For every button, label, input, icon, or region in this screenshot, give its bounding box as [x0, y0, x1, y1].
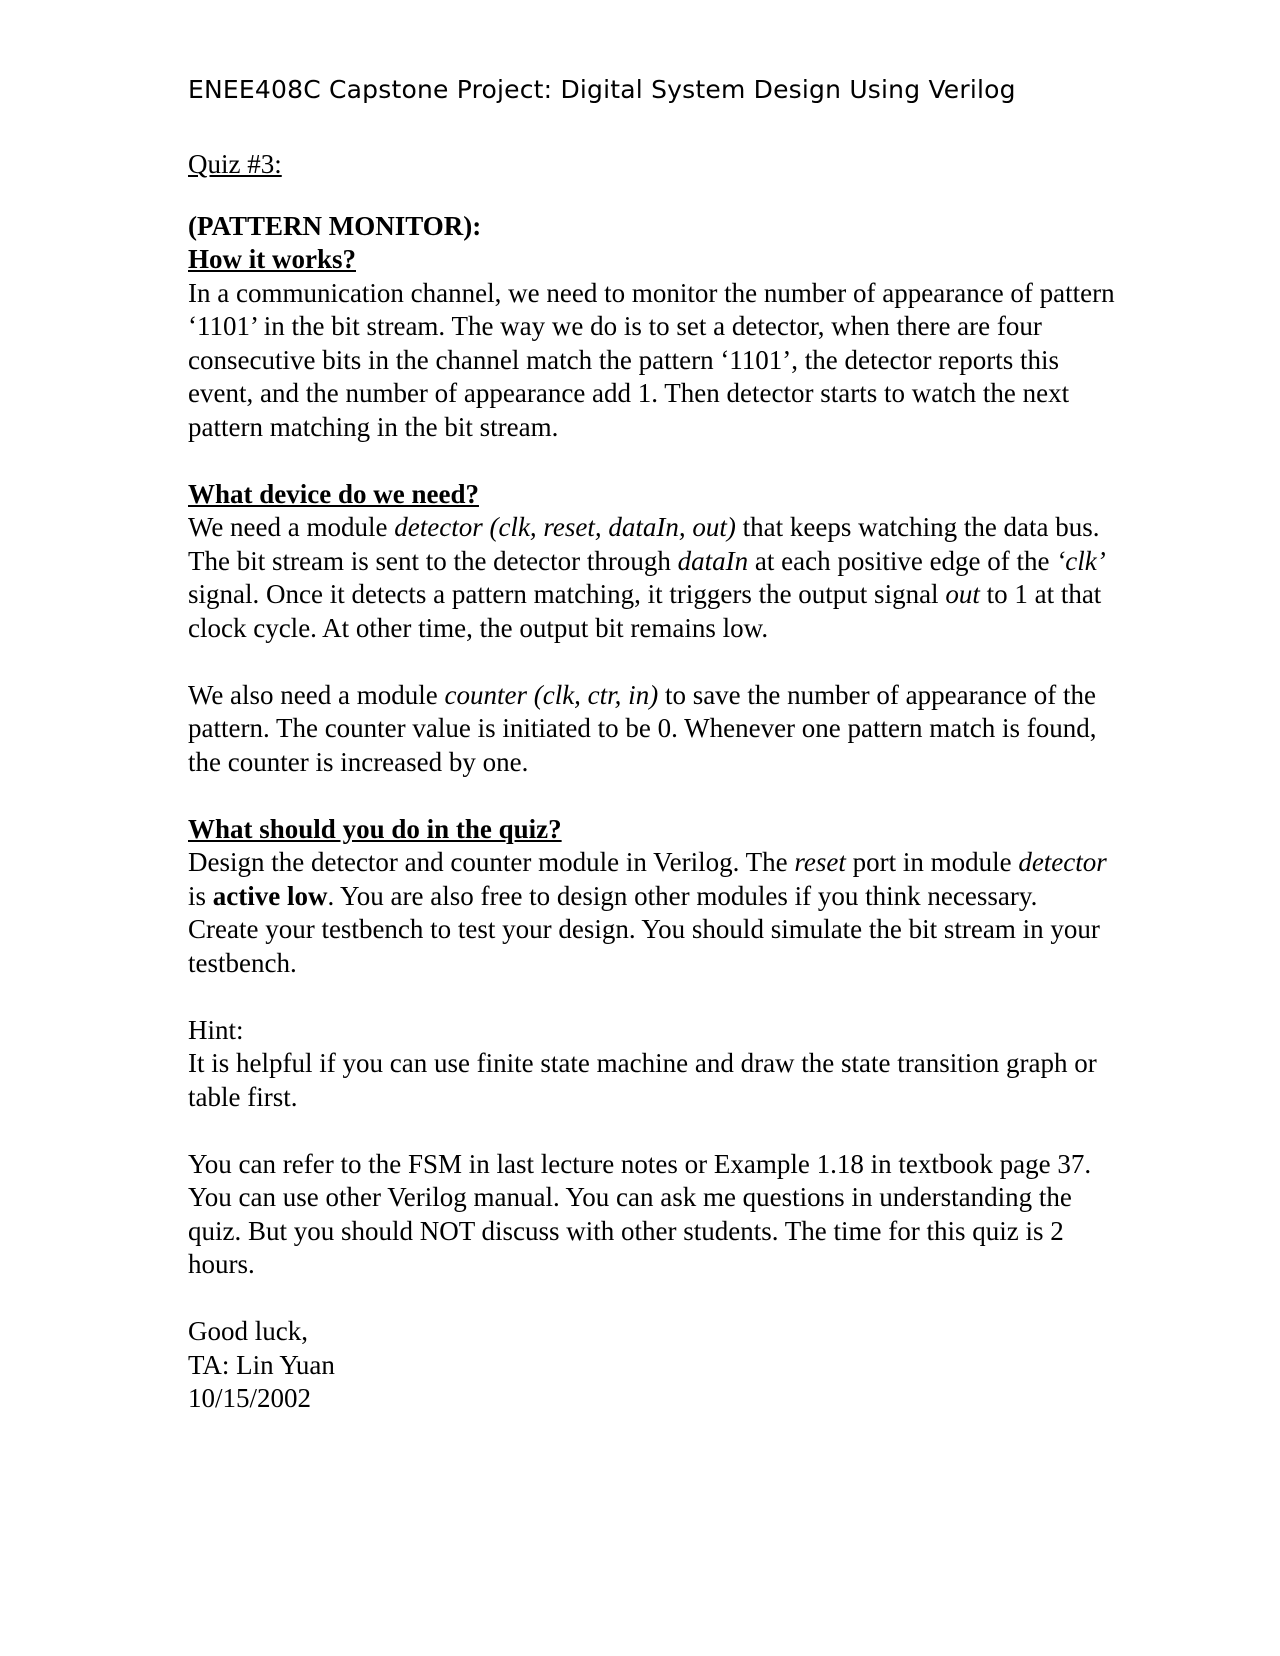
paragraph-how-it-works: In a communication channel, we need to monitor the number of appearance of pattern ‘1101’ in the bit stream. The way we do is to set a detector, when there are four consecutive bits in the channel match the pattern ‘1101’, the detector reports this event, and the number of appearance add 1. Then detector starts to watch the next pattern matching in the bit stream. [188, 277, 1115, 442]
quiz-title: Quiz #3: [188, 149, 282, 179]
paragraph-design-task: Design the detector and counter module in Verilog. The reset port in module detector is active low. You are also free to design other modules if you think necessary. [188, 847, 1107, 911]
section-title-pattern-monitor: (PATTERN MONITOR): [188, 210, 482, 241]
closing-greeting: Good luck, [188, 1316, 308, 1346]
document-body [188, 148, 1128, 1416]
heading-device-needed: What device do we need? [188, 478, 479, 509]
out-term: out [945, 579, 980, 609]
detector-term: detector [1018, 847, 1107, 877]
hint-text: It is helpful if you can use finite state machine and draw the state transition graph or table first. [188, 1048, 1097, 1112]
closing-date: 10/15/2002 [188, 1383, 312, 1413]
paragraph-counter-module: We also need a module counter (clk, ctr, in) to save the number of appearance of the pattern. The counter value is initiated to be 0. Whenever one pattern match is found, the counter is increased by one. [188, 679, 1097, 777]
clk-term: ‘clk’ [1056, 545, 1106, 576]
datain-term: dataIn [677, 545, 749, 576]
counter-signature: counter (clk, ctr, in) [444, 679, 659, 710]
paragraph-testbench-task: Create your testbench to test your design. You should simulate the bit stream in your testbench. [188, 914, 1100, 978]
reset-term: reset [794, 847, 846, 877]
course-title: ENEE408C Capstone Project: Digital System Design Using Verilog [188, 75, 1016, 104]
heading-quiz-tasks: What should you do in the quiz? [188, 813, 562, 844]
active-low-term: active low [212, 880, 328, 911]
paragraph-detector-module: We need a module detector (clk, reset, dataIn, out) that keeps watching the data bus. The bit stream is sent to the detector through dataIn at each positive edge of the ‘clk’ signal. Once it detects a pattern matching, it triggers the output signal out to 1 at that clock cycle. At other time, the output bit remains low. [188, 512, 1106, 643]
detector-signature: detector (clk, reset, dataIn, out) [394, 512, 736, 542]
hint-label: Hint: [188, 1014, 244, 1045]
closing-signature: TA: Lin Yuan [188, 1349, 335, 1380]
notes-paragraph: You can refer to the FSM in last lecture notes or Example 1.18 in textbook page 37. You can use other Verilog manual. You can ask me questions in understanding the quiz. But you should NOT discuss with other students. The time for this quiz is 2 hours. [188, 1148, 1092, 1279]
heading-how-it-works: How it works? [188, 244, 356, 274]
